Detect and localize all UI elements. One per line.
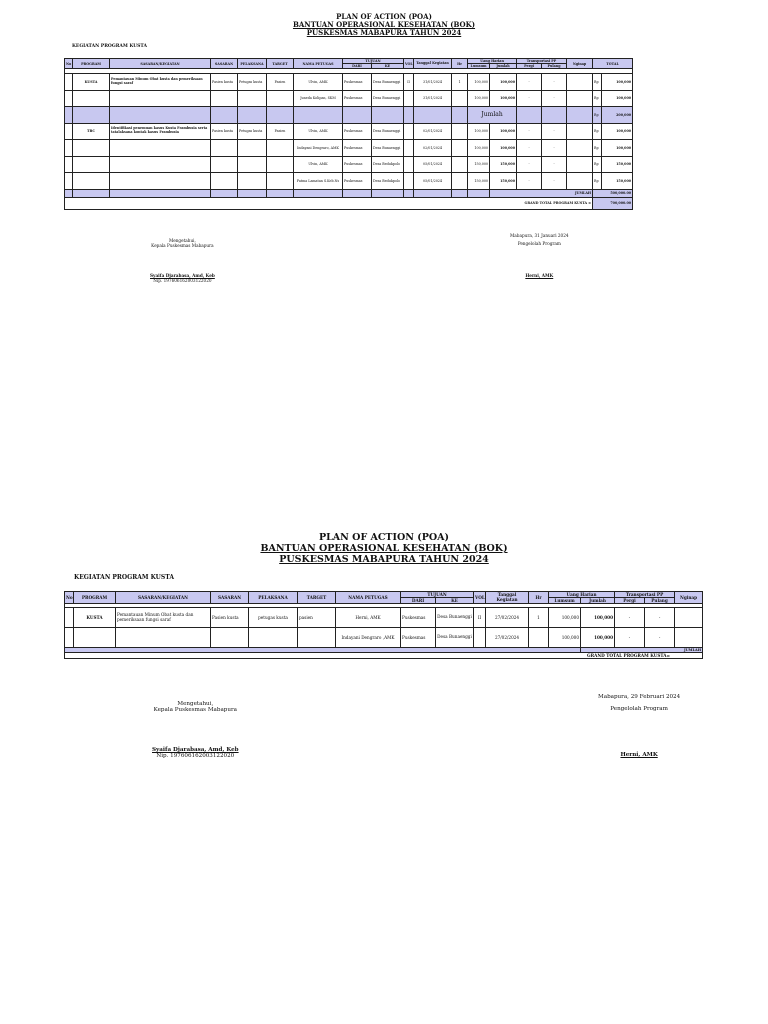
signature-right: Mabapura, 29 Februari 2024 Pengelolah Program Herni, AMK	[598, 694, 681, 758]
col-no: No	[65, 592, 74, 604]
col-dari: DARI	[343, 64, 372, 69]
document-header	[0, 525, 768, 566]
signer-name: Herni, AMK	[525, 273, 554, 278]
doc-subtitle-bok: BANTUAN OPERASIONAL KESEHATAN (BOK)	[260, 542, 508, 554]
col-dari: DARI	[401, 598, 436, 604]
col-total: TOTAL	[593, 59, 633, 69]
doc-title: PLAN OF ACTION (POA)	[318, 532, 449, 543]
grand-total-row	[65, 653, 703, 659]
jumlah-label: JUMLAH	[581, 648, 703, 653]
col-uang-harian: Uang Harian	[549, 592, 615, 598]
doc-subtitle-puskesmas: PUSKESMAS MABAPURA TAHUN 2024	[306, 28, 462, 38]
col-target: TARGET	[267, 59, 294, 69]
col-ke: KE	[436, 598, 474, 604]
col-lumsum: Lumsum	[549, 598, 581, 604]
col-uang-harian: Uang Harian	[468, 59, 517, 64]
col-pelaksana: PELAKSANA	[249, 592, 298, 604]
col-program: PROGRAM	[74, 592, 116, 604]
col-pergi: Pergi	[517, 64, 542, 69]
doc-subtitle-bok: BANTUAN OPERASIONAL KESEHATAN (BOK)	[292, 20, 476, 30]
col-pelaksana: PELAKSANA	[238, 59, 267, 69]
doc-subtitle-puskesmas: PUSKESMAS MABAPURA TAHUN 2024	[279, 553, 489, 565]
col-vol: VOL	[474, 592, 486, 604]
col-no: No	[65, 59, 73, 69]
col-tujuan: TUJUAN	[401, 592, 474, 598]
col-jumlah: Jumlah	[581, 598, 615, 604]
document-header	[0, 0, 768, 37]
col-tujuan: TUJUAN	[343, 59, 404, 64]
grand-total-label: GRAND TOTAL PROGRAM KUSTA=	[65, 653, 703, 659]
col-jumlah: Jumlah	[490, 64, 517, 69]
poa-document-january	[0, 0, 768, 283]
jumlah-row: Jumlah Rp 200,000	[65, 107, 633, 124]
section-title: KEGIATAN PROGRAM KUSTA	[74, 574, 174, 581]
signer-nip: Nip. 197606162003122020	[156, 753, 235, 759]
signer-nip: Nip. 197606162003122020	[153, 278, 212, 283]
poa-table	[64, 591, 703, 659]
jumlah-total: 200,000	[602, 107, 633, 124]
col-pulang: Pulang	[645, 598, 675, 604]
jumlah-total-row	[65, 189, 633, 197]
signer-name: Syaifa Djarabasa, Amd, Keb	[150, 273, 215, 278]
col-tanggal: Tanggal Kegiatan	[486, 592, 529, 604]
jumlah-label: JUMLAH	[490, 189, 593, 197]
col-pulang: Pulang	[542, 64, 567, 69]
col-pergi: Pergi	[615, 598, 645, 604]
col-transportasi: Transportasi PP	[615, 592, 675, 598]
jumlah-label: Jumlah	[468, 107, 517, 124]
signature-right: Mabapura, 31 Januari 2024 Pengelolah Program Herni, AMK	[510, 233, 569, 278]
signer-name: Herni, AMK	[620, 752, 658, 758]
table-row: KUSTA Pemantauan Minum Obat kusta dan pemeriksaan fungsi saraf Pasien kusta petugas kusta pasien Herni, AMK Puskesmas Desa Bunaenggi II 27/02/2024 1 100,000 100,000 - -	[65, 608, 703, 628]
col-sasaran: SASARAN	[211, 592, 249, 604]
col-kegiatan: SASARAN/KEGIATAN	[110, 59, 211, 69]
signer-name: Syaifa Djarabasa, Amd, Keb	[152, 747, 239, 753]
poa-table	[64, 58, 633, 210]
col-hr: Hr	[452, 59, 468, 69]
col-target: TARGET	[298, 592, 336, 604]
signature-left: Mengetahui, Kepala Puskesmas Mabapura Syaifa Djarabasa, Amd, Keb Nip. 197606162003122020	[152, 701, 239, 759]
jumlah-total: 500,000.00	[593, 189, 633, 197]
col-hr: Hr	[529, 592, 549, 604]
table-row: Ulvin, AMK Puskesmas Desa Bedukpolo 05/01/2024 150,000 150,000 - - Rp 150,000	[65, 156, 633, 173]
col-nama-petugas: NAMA PETUGAS	[294, 59, 343, 69]
col-sasaran: SASARAN	[211, 59, 238, 69]
grand-total-label: GRAND TOTAL PROGRAM KUSTA =	[65, 197, 593, 209]
col-nama-petugas: NAMA PETUGAS	[336, 592, 401, 604]
col-lumsum: Lumsum	[468, 64, 490, 69]
signature-left: Mengetahui, Kepala Puskesmas Mabapura Syaifa Djarabasa, Amd, Keb Nip. 197606162003122020	[150, 238, 215, 283]
col-transportasi: Transportasi PP	[517, 59, 567, 64]
table-row: Juneda Kolipan, SKM Puskesmas Desa Bunaenggi 31/01/2024 100,000 100,000 - - Rp 100,000	[65, 90, 633, 107]
doc-title: PLAN OF ACTION (POA)	[336, 12, 432, 21]
col-nginap: Nginap	[675, 592, 703, 604]
grand-total-row	[65, 197, 633, 209]
table-row: Indayani Dengraro ,AMK Puskesmas Desa Bunaenggi 27/02/2024 100,000 100,000 - -	[65, 628, 703, 648]
col-program: PROGRAM	[73, 59, 110, 69]
poa-document-february	[0, 525, 768, 759]
col-vol: VOL	[404, 59, 414, 69]
section-title: KEGIATAN PROGRAM KUSTA	[72, 44, 147, 49]
col-ke: KE	[372, 64, 404, 69]
table-row: Indayani Dengraro, AMK Puskesmas Desa Bunaenggi 02/01/2024 100,000 100,000 - - Rp 100,000	[65, 140, 633, 157]
table-row: TBC Identifikasi penemuan kasus Kusta Frambusia serta tatalaksana kontak kasus Frambusia Pasien kusta Petugas kusta Pasien Ulvin, AMK Puskesmas Desa Bunaenggi 02/01/2024 100,000 100,000 - - Rp 100,000	[65, 123, 633, 140]
col-tanggal: Tanggal Kegiatan	[414, 59, 452, 69]
col-kegiatan: SASARAN/KEGIATAN	[116, 592, 211, 604]
table-row: KUSTA Pemantauan Minum Obat kusta dan pemeriksaan fungsi saraf Pasien kusta Petugas kusta Pasien Ulvin, AMK Puskesmas Desa Bunaenggi II 31/01/2024 1 100,000 100,000 - - Rp 100,000	[65, 74, 633, 91]
grand-total-value: 700,000.00	[593, 197, 633, 209]
table-row: Fatma Lamatan S.Keb.Ns Puskesmas Desa Bedukpolo 05/01/2024 150,000 150,000 - - Rp 150,000	[65, 173, 633, 190]
col-nginap: Nginap	[567, 59, 593, 69]
